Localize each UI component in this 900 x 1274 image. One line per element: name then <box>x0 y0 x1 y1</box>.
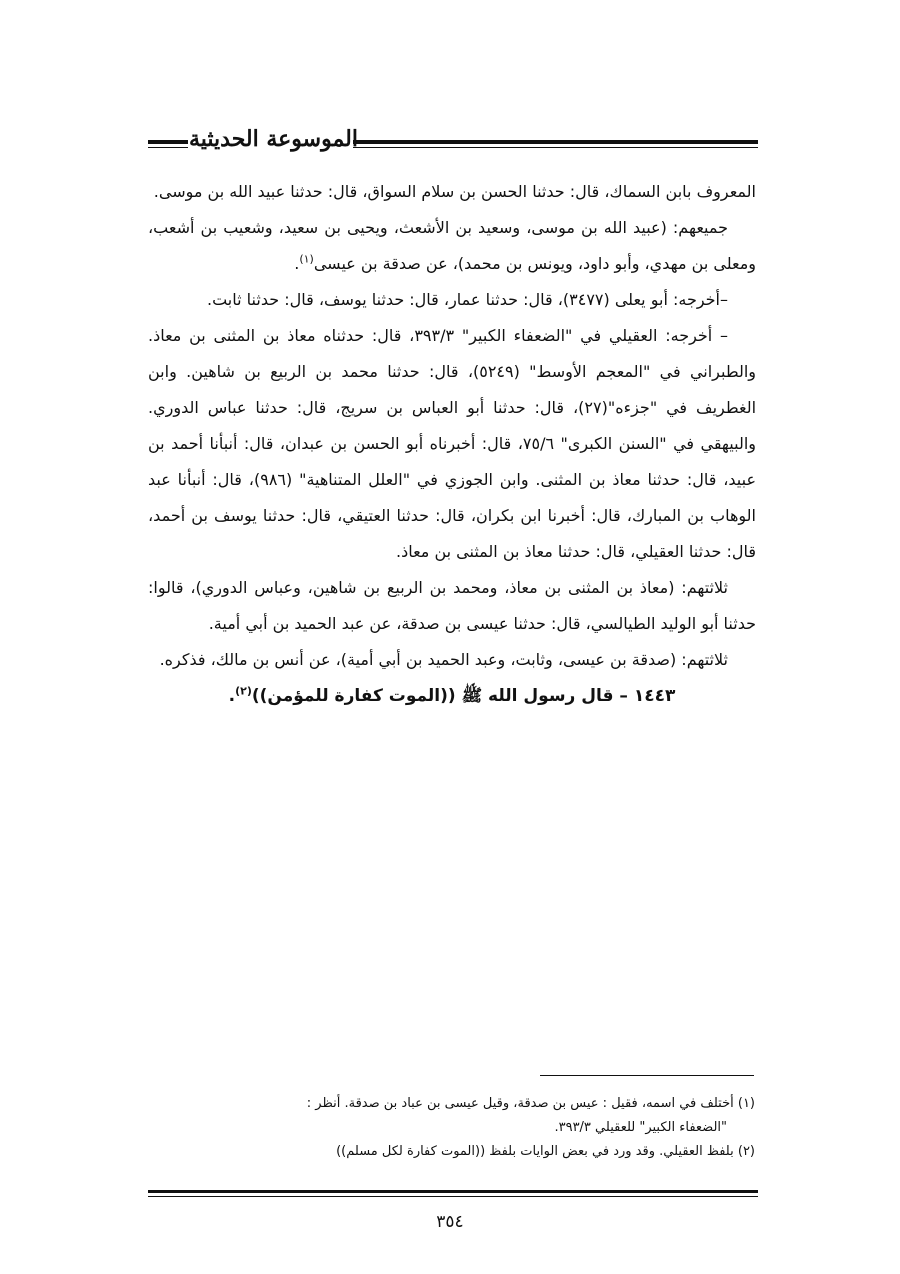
footnote-separator <box>540 1075 754 1076</box>
footnote-ref-1: (١) <box>299 252 314 266</box>
paragraph: ثلاثتهم: (صدقة بن عيسى، وثابت، وعبد الحميد بن أبي أمية)، عن أنس بن مالك، فذكره. <box>159 650 728 669</box>
hadith-text: ١٤٤٣ – قال رسول الله ﷺ ((الموت كفارة للمؤمن)) <box>251 686 676 706</box>
paragraph: ثلاثتهم: (معاذ بن المثنى بن معاذ، ومحمد بن الربيع بن شاهين، وعباس الدوري)، قالوا: حدثنا أبو الوليد الطيالسي، قال: حدثنا عيسى بن صدقة، عن عبد الحميد بن أبي أمية. <box>148 578 756 633</box>
footnote-ref-2: (٢) <box>235 684 252 698</box>
page-number: ٣٥٤ <box>436 1212 464 1232</box>
footnote-2: (٢) بلفظ العقيلي. وقد ورد في بعض الوايات بلفظ ((الموت كفارة لكل مسلم)) <box>336 1144 755 1159</box>
footnote-1-continued: "الضعفاء الكبير" للعقيلي ٣٩٣/٣. <box>554 1120 727 1135</box>
paragraph: المعروف بابن السماك، قال: حدثنا الحسن بن سلام السواق، قال: حدثنا عبيد الله بن موسى. <box>153 182 756 201</box>
paragraph: –أخرجه: أبو يعلى (٣٤٧٧)، قال: حدثنا عمار، قال: حدثنا يوسف، قال: حدثنا ثابت. <box>207 290 728 309</box>
paragraph-text: جميعهم: (عبيد الله بن موسى، وسعيد بن الأشعث، ويحيى بن سعيد، وشعيب بن أشعب، ومعلى بن مهدي، وأبو داود، ويونس بن محمد)، عن صدقة بن عيسى <box>148 218 756 273</box>
footnotes <box>150 1092 755 1164</box>
header-rule-left <box>148 140 188 148</box>
hadith-heading <box>148 678 756 714</box>
book-title: الموسوعة الحديثية <box>188 126 358 152</box>
paragraph-end: . <box>294 254 300 273</box>
header-rule-right <box>353 140 758 148</box>
footer-rule <box>148 1190 758 1197</box>
hadith-end: . <box>228 686 236 706</box>
paragraph: – أخرجه: العقيلي في "الضعفاء الكبير" ٣٩٣/٣، قال: حدثناه معاذ بن المثنى بن معاذ. والطبراني في "المعجم الأوسط" (٥٢٤٩)، قال: حدثنا محمد بن الربيع بن شاهين. وابن الغطريف في "جزءه"(٢٧)، قال: حدثنا أبو العباس بن سريج، قال: حدثنا عباس الدوري. والبيهقي في "السنن الكبرى" ٧٥/٦، قال: أخبرناه أبو الحسن بن عبدان، قال: أنبأنا أحمد بن عبيد، قال: حدثنا معاذ بن المثنى. وابن الجوزي في "العلل المتناهية" (٩٨٦)، قال: أنبأنا عبد الوهاب بن المبارك، قال: أخبرنا ابن بكران، قال: حدثنا العتيقي، قال: حدثنا يوسف بن أحمد، قال: حدثنا العقيلي، قال: حدثنا معاذ بن المثنى بن معاذ. <box>148 326 757 561</box>
paragraph <box>148 210 756 282</box>
running-header <box>148 120 758 170</box>
footnote-1: (١) أختلف في اسمه، فقيل : عيس بن صدقة، وقيل عيسى بن عباد بن صدقة. أنظر : <box>306 1096 755 1111</box>
main-text <box>148 174 756 714</box>
